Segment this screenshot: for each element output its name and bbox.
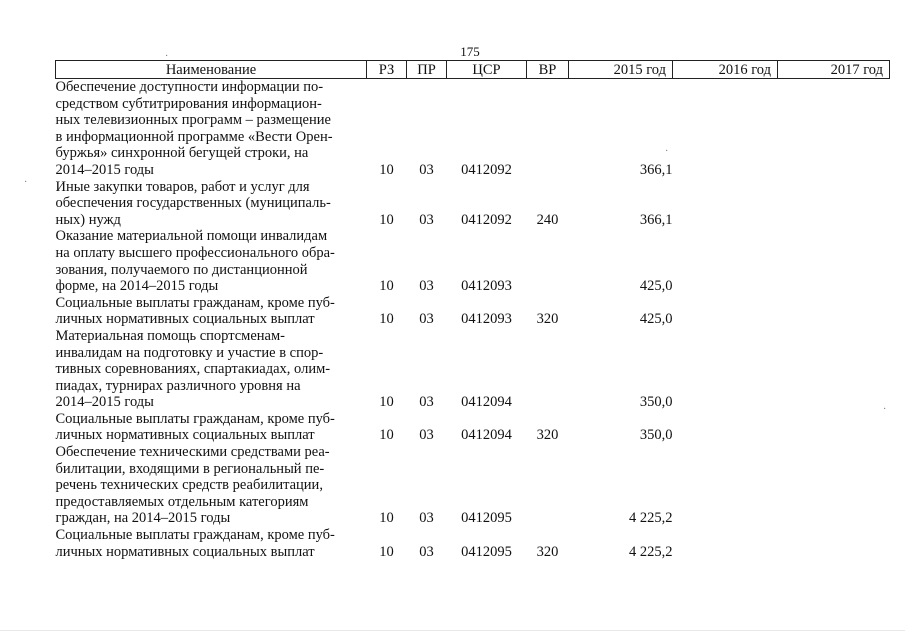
row-rz: 10 xyxy=(379,510,394,527)
scan-speck: · xyxy=(883,404,887,415)
row-name xyxy=(56,179,367,229)
row-2017 xyxy=(778,295,890,328)
row-name-line: ных телевизионных программ – размещение xyxy=(55,112,331,129)
row-rz: 10 xyxy=(379,311,394,328)
column-header-name: Наименование xyxy=(56,61,367,79)
row-2015: 425,0 xyxy=(639,311,673,328)
row-pr: 03 xyxy=(419,161,434,178)
row-name-line: средством субтитрирования информацион- xyxy=(55,95,322,112)
row-name xyxy=(56,411,367,444)
page-number: 175 xyxy=(460,44,480,59)
row-rz: 10 xyxy=(379,161,394,178)
row-csr: 0412095 xyxy=(461,510,512,527)
column-header-pr: ПР xyxy=(407,61,447,79)
row-name-line: Социальные выплаты гражданам, кроме пуб- xyxy=(55,294,335,311)
scan-speck: · xyxy=(665,146,669,157)
row-name-line: речень технических средств реабилитации, xyxy=(55,477,323,494)
row-name xyxy=(56,444,367,527)
row-name-line: билитации, входящими в региональный пе- xyxy=(55,460,325,477)
row-csr: 0412094 xyxy=(461,394,512,411)
column-header-2015: 2015 год xyxy=(569,61,673,79)
table-body xyxy=(56,79,890,561)
row-vr: 320 xyxy=(536,311,559,328)
row-pr: 03 xyxy=(419,394,434,411)
page-edge xyxy=(0,630,905,631)
column-header-vr: ВР xyxy=(527,61,569,79)
row-2016 xyxy=(673,444,778,527)
row-pr: 03 xyxy=(419,510,434,527)
row-2015: 4 225,2 xyxy=(629,510,673,527)
row-2015: 350,0 xyxy=(639,394,673,411)
row-csr: 0412095 xyxy=(461,543,512,560)
row-2017 xyxy=(778,79,890,179)
row-2016 xyxy=(673,527,778,560)
table-row xyxy=(56,444,890,527)
row-vr xyxy=(527,228,569,294)
row-pr: 03 xyxy=(419,211,434,228)
row-name-line: форме, на 2014–2015 годы xyxy=(55,278,219,295)
row-vr xyxy=(527,328,569,411)
row-name-line: Материальная помощь спортсменам- xyxy=(55,327,285,344)
row-2015: 4 225,2 xyxy=(629,543,673,560)
row-name xyxy=(56,527,367,560)
table-row xyxy=(56,228,890,294)
row-2015: 366,1 xyxy=(639,211,673,228)
row-name xyxy=(56,295,367,328)
scan-speck: · xyxy=(24,177,28,188)
row-rz: 10 xyxy=(379,278,394,295)
row-vr: 240 xyxy=(536,211,559,228)
table-row xyxy=(56,527,890,560)
row-pr: 03 xyxy=(419,543,434,560)
row-name-line: буржья» синхронной бегущей строки, на xyxy=(55,145,309,162)
row-name-line: на оплату высшего профессионального обра- xyxy=(55,244,335,261)
row-name-line: граждан, на 2014–2015 годы xyxy=(55,510,231,527)
row-rz: 10 xyxy=(379,211,394,228)
row-name-line: Иные закупки товаров, работ и услуг для xyxy=(55,178,310,195)
column-header-2017: 2017 год xyxy=(778,61,890,79)
row-2017 xyxy=(778,527,890,560)
row-2016 xyxy=(673,328,778,411)
row-name-line: 2014–2015 годы xyxy=(55,394,154,411)
table-row xyxy=(56,295,890,328)
row-name xyxy=(56,328,367,411)
table-row xyxy=(56,179,890,229)
table-row xyxy=(56,411,890,444)
row-csr: 0412092 xyxy=(461,211,512,228)
row-2016 xyxy=(673,228,778,294)
row-name-line: пиадах, турнирах различного уровня на xyxy=(55,377,301,394)
row-name-line: Социальные выплаты гражданам, кроме пуб- xyxy=(55,527,335,544)
row-pr: 03 xyxy=(419,278,434,295)
row-name-line: обеспечения государственных (муниципаль- xyxy=(55,195,331,212)
header-row xyxy=(56,61,890,79)
row-2016 xyxy=(673,411,778,444)
row-vr xyxy=(527,444,569,527)
row-name-line: личных нормативных социальных выплат xyxy=(55,311,315,328)
row-2017 xyxy=(778,328,890,411)
row-rz: 10 xyxy=(379,427,394,444)
row-2017 xyxy=(778,179,890,229)
row-2017 xyxy=(778,411,890,444)
row-vr: 320 xyxy=(536,427,559,444)
scan-speck: · xyxy=(165,51,169,62)
row-name-line: Обеспечение доступности информации по- xyxy=(55,79,324,95)
row-pr: 03 xyxy=(419,311,434,328)
row-rz: 10 xyxy=(379,543,394,560)
row-name-line: Социальные выплаты гражданам, кроме пуб- xyxy=(55,410,335,427)
row-2017 xyxy=(778,444,890,527)
row-name-line: предоставляемых отдельным категориям xyxy=(55,493,309,510)
row-2017 xyxy=(778,228,890,294)
row-2016 xyxy=(673,295,778,328)
row-name-line: личных нормативных социальных выплат xyxy=(55,543,315,560)
row-name-line: инвалидам на подготовку и участие в спор- xyxy=(55,344,324,361)
column-header-csr: ЦСР xyxy=(447,61,527,79)
row-rz: 10 xyxy=(379,394,394,411)
row-name-line: 2014–2015 годы xyxy=(55,161,154,178)
row-name-line: тивных соревнованиях, спартакиадах, олим- xyxy=(55,361,331,378)
column-header-2016: 2016 год xyxy=(673,61,778,79)
row-name-line: зования, получаемого по дистанционной xyxy=(55,261,308,278)
row-vr xyxy=(527,79,569,179)
row-vr: 320 xyxy=(536,543,559,560)
row-2015: 350,0 xyxy=(639,427,673,444)
row-name xyxy=(56,79,367,179)
table-row xyxy=(56,328,890,411)
row-name-line: Оказание материальной помощи инвалидам xyxy=(55,228,328,245)
row-name xyxy=(56,228,367,294)
row-2016 xyxy=(673,179,778,229)
table-header xyxy=(56,61,890,79)
row-csr: 0412093 xyxy=(461,311,512,328)
row-name-line: Обеспечение техническими средствами реа- xyxy=(55,444,330,461)
row-2015: 425,0 xyxy=(639,278,673,295)
row-2016 xyxy=(673,79,778,179)
row-name-line: личных нормативных социальных выплат xyxy=(55,427,315,444)
budget-table xyxy=(55,60,890,560)
table-row xyxy=(56,79,890,179)
row-csr: 0412094 xyxy=(461,427,512,444)
row-name-line: в информационной программе «Вести Орен- xyxy=(55,128,333,145)
row-csr: 0412092 xyxy=(461,161,512,178)
row-csr: 0412093 xyxy=(461,278,512,295)
row-2015: 366,1 xyxy=(639,161,673,178)
row-name-line: ных) нужд xyxy=(55,211,121,228)
column-header-rz: РЗ xyxy=(367,61,407,79)
row-pr: 03 xyxy=(419,427,434,444)
